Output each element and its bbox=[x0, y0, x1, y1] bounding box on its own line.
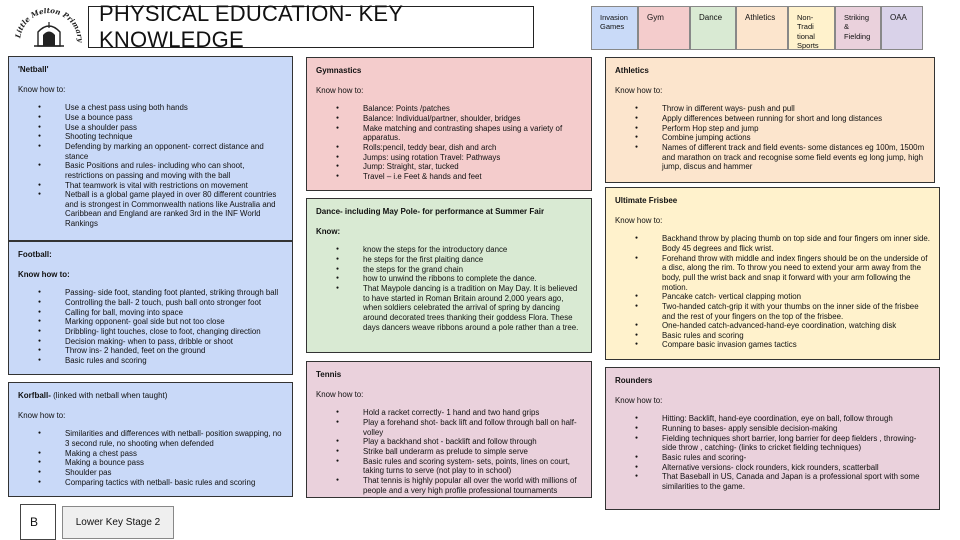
tennis-list bbox=[316, 408, 582, 495]
know-label: Know how to: bbox=[18, 410, 66, 420]
list-item: ● That teamwork is vital with restrictions on movement bbox=[18, 181, 283, 191]
list-item: ● Shooting technique bbox=[18, 132, 283, 142]
know-label: Know how to: bbox=[18, 84, 66, 94]
gymnastics-list bbox=[316, 104, 582, 181]
athletics-list bbox=[615, 104, 925, 171]
legend-non-traditional-sports: Non-Tradi tional Sports bbox=[788, 6, 835, 50]
football-card bbox=[8, 241, 293, 375]
list-item: ● Make matching and contrasting shapes using a variety of apparatus. bbox=[316, 124, 582, 143]
card-title: Football: bbox=[18, 250, 52, 259]
card-title: Gymnastics bbox=[316, 66, 362, 75]
list-item: ● Making a chest pass bbox=[18, 449, 283, 459]
korfball-note: (linked with netball when taught) bbox=[50, 391, 168, 400]
card-title: Dance- including May Pole- for performance at Summer Fair bbox=[316, 207, 545, 216]
legend-invasion-games: Invasion Games bbox=[591, 6, 638, 50]
list-item: ● Calling for ball, moving into space bbox=[18, 308, 283, 318]
card-title bbox=[18, 391, 283, 401]
list-item: ● Decision making- when to pass, dribble or shoot bbox=[18, 337, 283, 347]
list-item: ● Rolls:pencil, teddy bear, dish and arch bbox=[316, 143, 582, 153]
athletics-card bbox=[605, 57, 935, 183]
list-item: ● Use a shoulder pass bbox=[18, 123, 283, 133]
list-item: ● Shoulder pas bbox=[18, 468, 283, 478]
rounders-list bbox=[615, 414, 930, 491]
logo-text: Little Melton Primar bbox=[14, 8, 84, 39]
list-item: ● he steps for the first plaiting dance bbox=[316, 255, 582, 265]
list-item: ● Use a chest pass using both hands bbox=[18, 103, 283, 113]
know-label: Know how to: bbox=[316, 389, 364, 399]
list-item: ● Hitting: Backlift, hand-eye coordination, eye on ball, follow through bbox=[615, 414, 930, 424]
card-title: Tennis bbox=[316, 370, 342, 379]
list-item: ● Play a forehand shot- back lift and follow through ball on half-volley bbox=[316, 418, 582, 437]
list-item: ● how to unwind the ribbons to complete the dance. bbox=[316, 274, 582, 284]
card-title: 'Netball' bbox=[18, 65, 49, 74]
list-item: ● Strike ball underarm as prelude to simple serve bbox=[316, 447, 582, 457]
legend-athletics: Athletics bbox=[736, 6, 788, 50]
list-item: ● Basic rules and scoring system- sets, points, lines on court, taking turns to serve (not play to in school) bbox=[316, 457, 582, 476]
list-item: ● That tennis is highly popular all over the world with millions of people and a very high profile professional tournaments bbox=[316, 476, 582, 495]
list-item: ● That Baseball in US, Canada and Japan is a professional sport with some similarities to the game. bbox=[615, 472, 930, 491]
rounders-card bbox=[605, 367, 940, 510]
korfball-title: Korfball- bbox=[18, 391, 51, 400]
list-item: ● One-handed catch-advanced-hand-eye coordination, watching disk bbox=[615, 321, 930, 331]
know-label: Know: bbox=[316, 226, 341, 236]
frisbee-card bbox=[605, 187, 940, 360]
card-title: Ultimate Frisbee bbox=[615, 196, 678, 205]
list-item: ● know the steps for the introductory dance bbox=[316, 245, 582, 255]
list-item: ● Passing- side foot, standing foot planted, striking through ball bbox=[18, 288, 283, 298]
list-item: ● Pancake catch- vertical clapping motion bbox=[615, 292, 930, 302]
list-item: ● Throw ins- 2 handed, feet on the ground bbox=[18, 346, 283, 356]
list-item: ● Making a bounce pass bbox=[18, 458, 283, 468]
list-item: ● Basic Positions and rules- including who can shoot, restrictions on passing and moving with the ball bbox=[18, 161, 283, 180]
page-title: PHYSICAL EDUCATION- KEY KNOWLEDGE bbox=[99, 1, 403, 52]
list-item: ● Similarities and differences with netball- position swapping, no 3 second rule, no shooting when defended bbox=[18, 429, 283, 448]
list-item: ● Controlling the ball- 2 touch, push ball onto stronger foot bbox=[18, 298, 283, 308]
tennis-card bbox=[306, 361, 592, 498]
list-item: ● Backhand throw by placing thumb on top side and four fingers om inner side. Body 45 degrees and flick wrist. bbox=[615, 234, 930, 253]
frisbee-list bbox=[615, 234, 930, 350]
legend-gym: Gym bbox=[638, 6, 690, 50]
list-item: ● Hold a racket correctly- 1 hand and two hand grips bbox=[316, 408, 582, 418]
list-item: ● Jump: Straight, star, tucked bbox=[316, 162, 582, 172]
list-item: ● That Maypole dancing is a tradition on May Day. It is believed to have started in Roman Britain around 2,000 years ago, when soldiers celebrated the arrival of spring by dancing around decorated trees thanking their goddess Flora. These days dancers weave ribbons around a pole rather than a tree. bbox=[316, 284, 582, 332]
list-item: ● Use a bounce pass bbox=[18, 113, 283, 123]
list-item: ● Perform Hop step and jump bbox=[615, 124, 925, 134]
list-item: ● Balance: Individual/partner, shoulder, bridges bbox=[316, 114, 582, 124]
list-item: ● Jumps: using rotation Travel: Pathways bbox=[316, 153, 582, 163]
list-item: ● Comparing tactics with netball- basic rules and scoring bbox=[18, 478, 283, 488]
list-item: ● Running to bases- apply sensible decision-making bbox=[615, 424, 930, 434]
list-item: ● Forehand throw with middle and index fingers should be on the underside of a disc, along the rim. To throw you need to extend your arm away from the body, pull the wrist back and snap it forward with your arm following the motion. bbox=[615, 254, 930, 293]
know-label: Know how to: bbox=[316, 85, 364, 95]
know-label: Know how to: bbox=[18, 269, 70, 279]
school-logo bbox=[14, 8, 84, 50]
know-label: Know how to: bbox=[615, 395, 663, 405]
know-label: Know how to: bbox=[615, 215, 663, 225]
list-item: ● Marking opponent- goal side but not too close bbox=[18, 317, 283, 327]
list-item: ● Apply differences between running for short and long distances bbox=[615, 114, 925, 124]
list-item: ● Combine jumping actions bbox=[615, 133, 925, 143]
korfball-list bbox=[18, 429, 283, 487]
list-item: ● the steps for the grand chain bbox=[316, 265, 582, 275]
dance-card bbox=[306, 198, 592, 353]
gymnastics-card bbox=[306, 57, 592, 191]
list-item: ● Throw in different ways- push and pull bbox=[615, 104, 925, 114]
title-box bbox=[88, 1, 534, 52]
list-item: ● Travel – i.e Feet & hands and feet bbox=[316, 172, 582, 182]
list-item: ● Two-handed catch-grip it with your thumbs on the inner side of the frisbee and the rest of your fingers on the top of the frisbee. bbox=[615, 302, 930, 321]
list-item: ● Dribbling- light touches, close to foot, changing direction bbox=[18, 327, 283, 337]
list-item: ● Alternative versions- clock rounders, kick rounders, scatterball bbox=[615, 463, 930, 473]
list-item: ● Names of different track and field events- some distances eg 100m, 1500m and marathon on track and recognise some field events eg long jump, high jump, discus and hammer bbox=[615, 143, 925, 172]
list-item: ● Fielding techniques short barrier, long barrier for deep fielders , throwing- side throw , catching- (links to cricket fielding techniques) bbox=[615, 434, 930, 453]
key-stage-label: Lower Key Stage 2 bbox=[62, 506, 174, 539]
legend-striking-fielding: Striking & Fielding bbox=[835, 6, 881, 50]
list-item: ● Balance: Points /patches bbox=[316, 104, 582, 114]
legend-dance: Dance bbox=[690, 6, 736, 50]
korfball-card bbox=[8, 382, 293, 497]
list-item: ● Compare basic invasion games tactics bbox=[615, 340, 930, 350]
list-item: ● Basic rules and scoring bbox=[18, 356, 283, 366]
legend-oaa: OAA bbox=[881, 6, 923, 50]
netball-list bbox=[18, 103, 283, 228]
know-label: Know how to: bbox=[615, 85, 663, 95]
list-item: ● Netball is a global game played in over 80 different countries and is strongest in Commonwealth nations like Australia and Caribbean and England are ranked 3rd in the INF World Rankings bbox=[18, 190, 283, 229]
list-item: ● Basic rules and scoring bbox=[615, 331, 930, 341]
list-item: ● Play a backhand shot - backlift and follow through bbox=[316, 437, 582, 447]
football-list bbox=[18, 288, 283, 365]
card-title: Rounders bbox=[615, 376, 653, 385]
list-item: ● Defending by marking an opponent- correct distance and stance bbox=[18, 142, 283, 161]
netball-card bbox=[8, 56, 293, 241]
dance-list bbox=[316, 245, 582, 332]
key-letter-box: B bbox=[20, 504, 56, 540]
category-legend bbox=[591, 6, 923, 50]
card-title: Athletics bbox=[615, 66, 649, 75]
list-item: ● Basic rules and scoring- bbox=[615, 453, 930, 463]
